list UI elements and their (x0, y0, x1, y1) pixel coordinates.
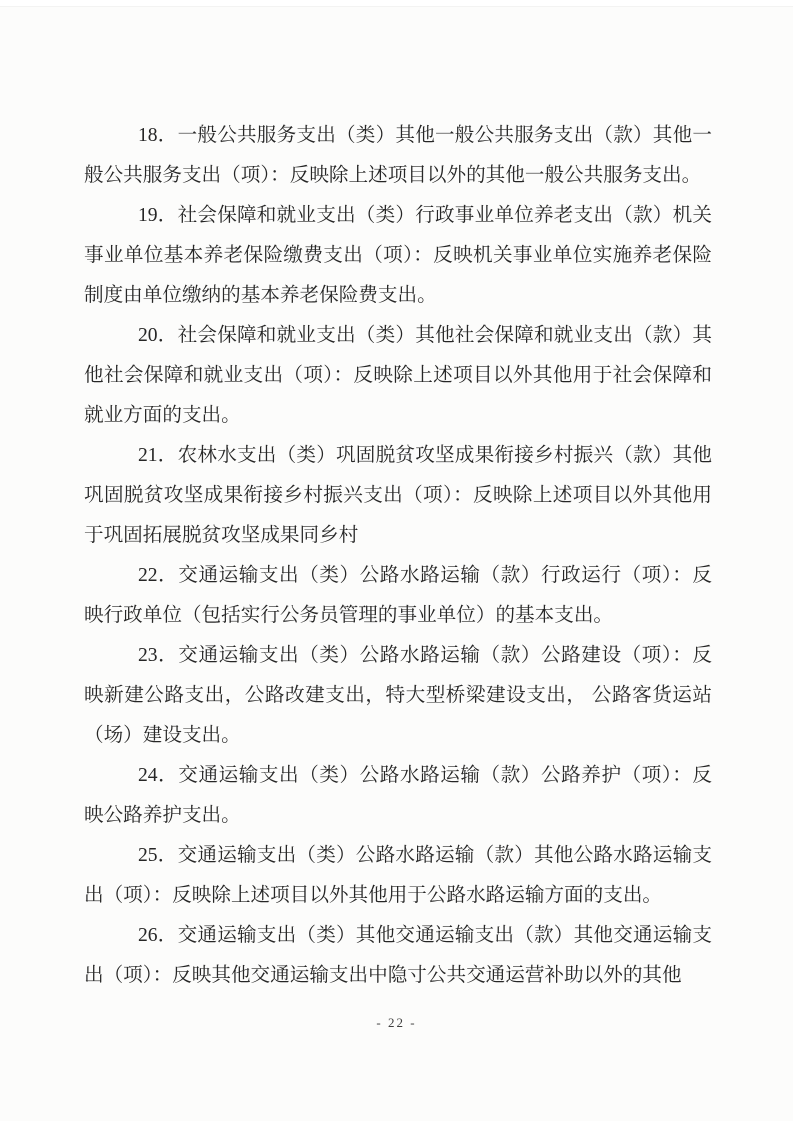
clause-paragraph-25: 25．交通运输支出（类）公路水路运输（款）其他公路水路运输支出（项）：反映除上述项目以外其他用于公路水路运输方面的支出。 (84, 845, 712, 906)
clause-paragraph-20: 20．社会保障和就业支出（类）其他社会保障和就业支出（款）其他社会保障和就业支出（项）：反映除上述项目以外其他用于社会保障和就业方面的支出。 (84, 325, 712, 426)
clause-paragraph-22: 22．交通运输支出（类）公路水路运输（款）行政运行（项）：反映行政单位（包括实行公务员管理的事业单位）的基本支出。 (84, 565, 712, 626)
clause-paragraph-26: 26．交通运输支出（类）其他交通运输支出（款）其他交通运输支出（项）：反映其他交通运输支出中隐寸公共交通运营补助以外的其他 (84, 925, 712, 986)
clause-paragraph-19: 19．社会保障和就业支出（类）行政事业单位养老支出（款）机关事业单位基本养老保险缴费支出（项）：反映机关事业单位实施养老保险制度由单位缴纳的基本养老保险费支出。 (84, 205, 712, 306)
clause-paragraph-18: 18．一般公共服务支出（类）其他一般公共服务支出（款）其他一般公共服务支出（项）：反映除上述项目以外的其他一般公共服务支出。 (84, 125, 712, 186)
clause-paragraph-24: 24．交通运输支出（类）公路水路运输（款）公路养护（项）：反映公路养护支出。 (84, 765, 712, 826)
page-number: - 22 - (376, 1015, 417, 1030)
clause-paragraph-23: 23．交通运输支出（类）公路水路运输（款）公路建设（项）：反映新建公路支出，公路改建支出，特大型桥梁建设支出， 公路客货运站（场）建设支出。 (84, 645, 712, 746)
scan-edge-top (0, 0, 793, 7)
clause-paragraph-21: 21．农林水支出（类）巩固脱贫攻坚成果衔接乡村振兴（款）其他巩固脱贫攻坚成果衔接乡村振兴支出（项）：反映除上述项目以外其他用于巩固拓展脱贫攻坚成果同乡村 (84, 445, 712, 546)
page-footer (0, 1014, 793, 1032)
document-body (84, 116, 712, 996)
